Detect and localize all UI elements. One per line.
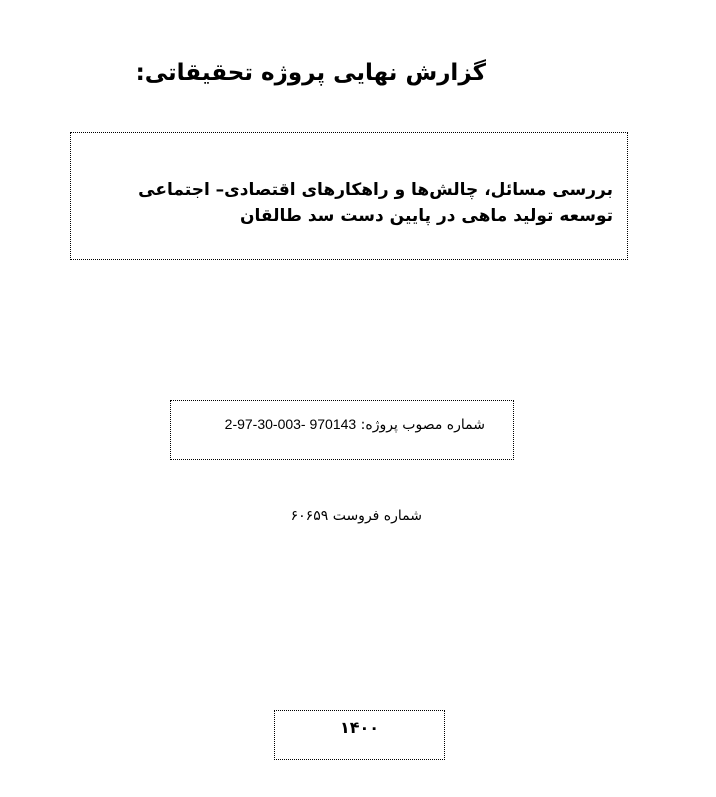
report-year: ۱۴۰۰ (339, 718, 380, 737)
year-box (274, 710, 445, 760)
report-title: گزارش نهایی پروژه تحقیقاتی: (135, 60, 486, 86)
sales-number-label: شماره فروست (332, 508, 422, 524)
project-number-line (171, 412, 485, 437)
sales-number-value: ۶۰۶۵۹ (290, 508, 329, 524)
report-topic: بررسی مسائل، چالش‌ها و راهکارهای اقتصادی– اجتماعی توسعه تولید ماهی در پایین دست سد طالقان (138, 180, 613, 226)
project-number-box (170, 400, 514, 460)
project-number-value: 2-97-30-003- 970143 (224, 416, 357, 432)
sales-number-line (200, 504, 422, 528)
topic-box (70, 132, 628, 260)
project-number-label: شماره مصوب پروژه: (360, 417, 485, 433)
